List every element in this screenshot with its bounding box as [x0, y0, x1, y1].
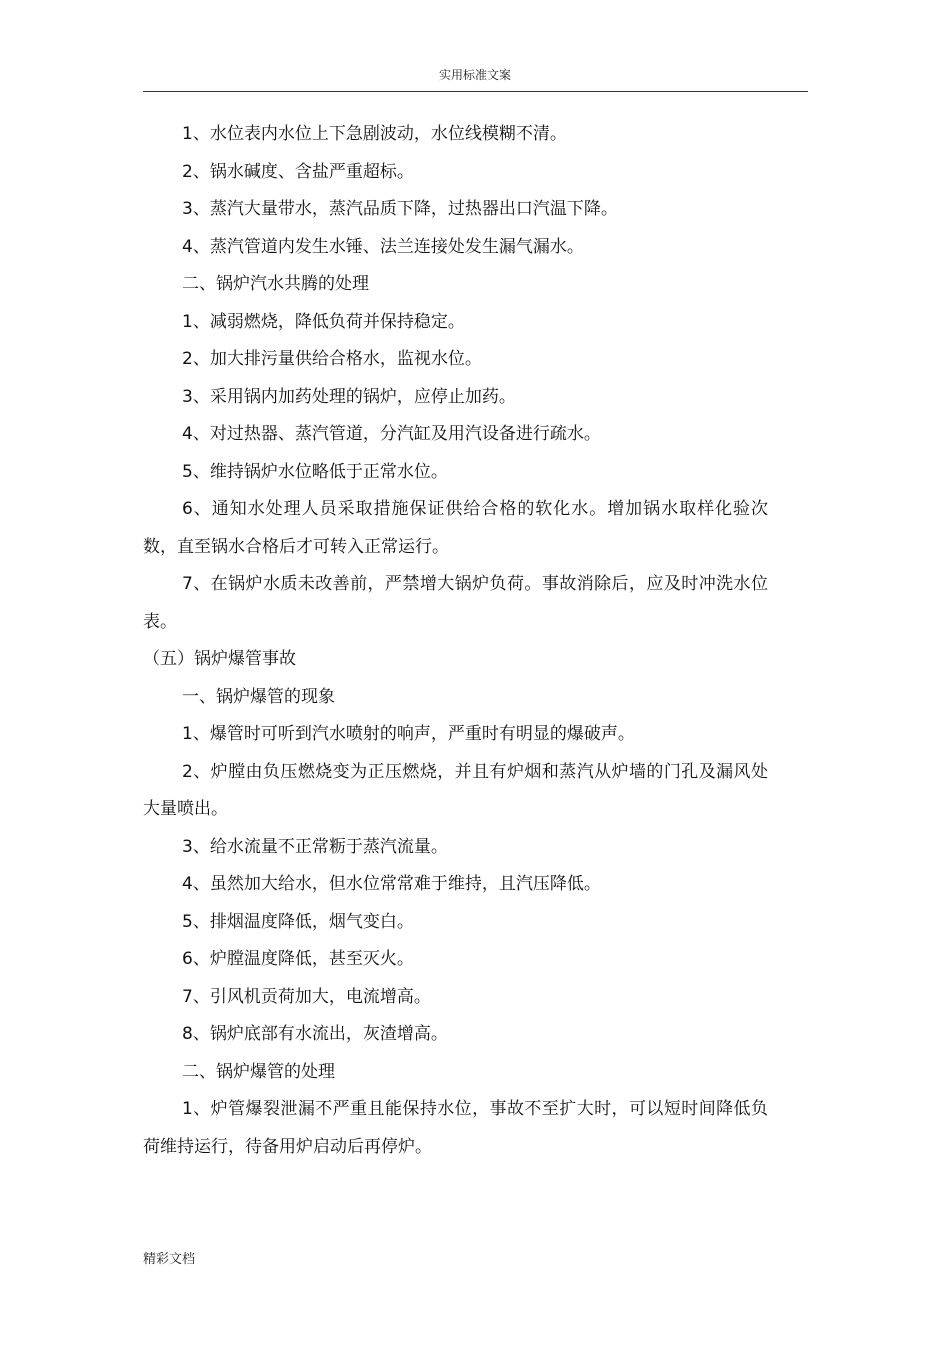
paragraph: 5、维持锅炉水位略低于正常水位。	[182, 461, 448, 482]
paragraph: 2、锅水碱度、含盐严重超标。	[182, 161, 414, 182]
section-heading: 二、锅炉汽水共腾的处理	[182, 274, 369, 294]
paragraph: 7、在锅炉水质未改善前，严禁增大锅炉负荷。事故消除后，应及时冲洗水位表。	[143, 574, 768, 632]
paragraph: 6、炉膛温度降低，甚至灭火。	[182, 949, 414, 969]
paragraph: 3、给水流量不正常粝于蒸汽流量。	[182, 836, 448, 857]
paragraph: 5、排烟温度降低，烟气变白。	[182, 911, 414, 932]
paragraph: 3、采用锅内加药处理的锅炉，应停止加药。	[182, 386, 516, 407]
paragraph: 2、炉膛由负压燃烧变为正压燃烧，并且有炉烟和蒸汽从炉墙的门孔及漏风处大量喷出。	[143, 761, 768, 819]
chapter-heading: （五）锅炉爆管事故	[143, 649, 296, 669]
paragraph: 1、爆管时可听到汽水喷射的响声，严重时有明显的爆破声。	[182, 724, 635, 744]
page-header: 实用标准文案	[438, 68, 511, 82]
paragraph: 4、蒸汽管道内发生水锤、法兰连接处发生漏气漏水。	[182, 236, 584, 257]
paragraph: 6、通知水处理人员采取措施保证供给合格的软化水。增加锅水取样化验次数，直至锅水合格后才可转入正常运行。	[143, 499, 768, 557]
document-body	[143, 116, 768, 1166]
paragraph: 1、水位表内水位上下急剧波动，水位线模糊不清。	[182, 124, 567, 144]
paragraph: 4、虽然加大给水，但水位常常难于维持，且汽压降低。	[182, 874, 601, 894]
page-footer: 精彩文档	[143, 1252, 196, 1267]
section-heading: 一、锅炉爆管的现象	[182, 686, 335, 707]
paragraph: 2、加大排污量供给合格水，监视水位。	[182, 349, 482, 369]
paragraph: 3、蒸汽大量带水，蒸汽品质下降，过热器出口汽温下降。	[182, 199, 618, 219]
paragraph: 8、锅炉底部有水流出，灰渣增高。	[182, 1024, 448, 1044]
paragraph: 1、炉管爆裂泄漏不严重且能保持水位，事故不至扩大时，可以短时间降低负荷维持运行，待备用炉启动后再停炉。	[143, 1099, 768, 1157]
header-rule	[143, 91, 808, 92]
paragraph: 1、减弱燃烧，降低负荷并保持稳定。	[182, 311, 465, 332]
section-heading: 二、锅炉爆管的处理	[182, 1061, 335, 1082]
paragraph: 4、对过热器、蒸汽管道，分汽缸及用汽设备进行疏水。	[182, 424, 601, 444]
paragraph: 7、引风机贡荷加大，电流增高。	[182, 986, 431, 1007]
